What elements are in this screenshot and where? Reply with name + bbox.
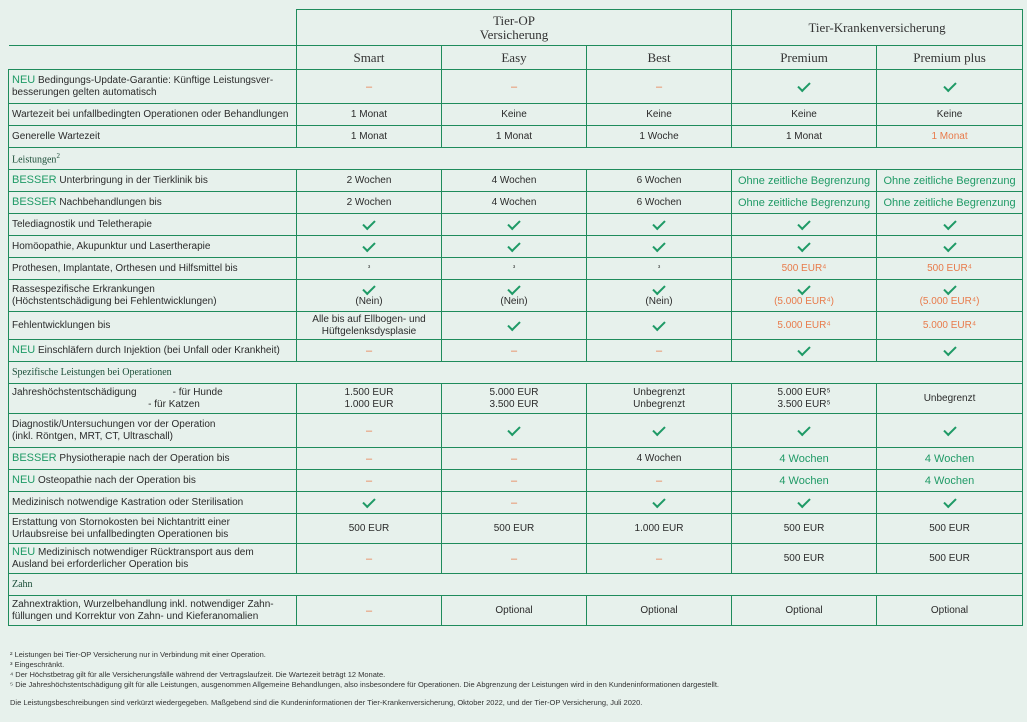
value-cell <box>877 170 1023 192</box>
cell-value: Ohne zeitliche Begrenzung <box>737 174 871 187</box>
table-row <box>9 70 1023 104</box>
row-label-text: Fehlentwicklungen bis <box>12 319 111 331</box>
cell-value: (Nein) <box>500 295 528 307</box>
cell-value: 5.000 EUR⁴ <box>777 319 831 331</box>
section-title: Zahn <box>12 578 33 590</box>
row-tag: NEU <box>12 74 36 86</box>
value-cell <box>877 492 1023 514</box>
cell-value: – <box>365 604 373 617</box>
value-cell <box>877 596 1023 626</box>
disclaimer: Die Leistungsbeschreibungen sind verkürzt wiedergegeben. Maßgebend sind die Kundeninformationen der Tier-Krankenversicherung, Oktober 2022, und der Tier-OP Versicherung, Juli 2020. <box>10 698 643 707</box>
value-cell <box>587 492 732 514</box>
value-cell <box>587 258 732 280</box>
table-row <box>9 414 1023 448</box>
row-label <box>9 104 297 126</box>
cell-value: 4 Wochen <box>491 196 537 208</box>
cell-value: – <box>510 344 518 357</box>
value-cell <box>442 214 587 236</box>
cell-value: 500 EUR <box>929 552 970 564</box>
cell-value: – <box>510 552 518 565</box>
value-cell <box>877 470 1023 492</box>
cell-value: 1.000 EUR <box>634 522 684 534</box>
value-cell <box>442 104 587 126</box>
value-cell <box>732 384 877 414</box>
value-cell <box>442 544 587 574</box>
section-row <box>9 362 1023 384</box>
value-cell <box>732 340 877 362</box>
cell-value: – <box>365 552 373 565</box>
cell-value: 500 EUR <box>929 522 970 534</box>
table-row <box>9 340 1023 362</box>
value-cell <box>442 596 587 626</box>
row-label-text: Wartezeit bei unfallbedingten Operationen oder Behandlungen <box>12 108 289 120</box>
plan-header-premium: Premium <box>732 46 877 70</box>
check-icon <box>652 317 665 330</box>
value-cell <box>877 192 1023 214</box>
row-tag: NEU <box>12 474 36 486</box>
value-cell <box>587 312 732 340</box>
row-label <box>9 414 297 448</box>
value-cell <box>587 414 732 448</box>
table-row <box>9 126 1023 148</box>
value-cell <box>297 70 442 104</box>
value-cell <box>877 312 1023 340</box>
row-label-text: Zahnextraktion, Wurzelbehandlung inkl. notwendiger Zahn- füllungen und Korrektur von Zahn- und Kieferanomalien <box>12 598 274 622</box>
value-cell <box>732 414 877 448</box>
value-cell <box>442 70 587 104</box>
row-tag: BESSER <box>12 452 57 464</box>
value-cell <box>732 170 877 192</box>
row-label <box>9 448 297 470</box>
value-cell <box>442 470 587 492</box>
value-cell <box>732 448 877 470</box>
cell-value: 1 Monat <box>495 130 533 142</box>
value-cell <box>442 514 587 544</box>
value-cell <box>877 236 1023 258</box>
value-cell <box>442 170 587 192</box>
check-icon <box>652 238 665 251</box>
value-cell <box>587 470 732 492</box>
cell-value: 1 Woche <box>639 130 679 142</box>
section-heading <box>9 362 1023 384</box>
check-icon <box>943 78 956 91</box>
value-cell <box>732 104 877 126</box>
footnote: ⁵ Die Jahreshöchstentschädigung gilt für alle Leistungen, ausgenommen Allgemeine Behandlungen, also insbesondere für Operationen. Die Abgrenzung der Leistungen wird in den Kundeninformationen dargestellt. <box>10 680 719 689</box>
check-icon <box>943 422 956 435</box>
row-label <box>9 170 297 192</box>
cell-value: ³ <box>657 264 661 272</box>
cell-value: 5.000 EUR⁵ 3.500 EUR⁵ <box>777 386 831 410</box>
section-title: Leistungen <box>12 154 57 166</box>
value-cell <box>297 236 442 258</box>
row-label-text: Homöopathie, Akupunktur und Lasertherapie <box>12 240 211 252</box>
check-icon <box>943 281 956 294</box>
value-cell <box>732 470 877 492</box>
value-cell <box>297 170 442 192</box>
plan-header-best: Best <box>587 46 732 70</box>
cell-value: 2 Wochen <box>346 174 392 186</box>
check-icon <box>362 494 375 507</box>
value-cell <box>877 448 1023 470</box>
value-cell <box>442 340 587 362</box>
check-icon <box>943 342 956 355</box>
row-label <box>9 312 297 340</box>
check-icon <box>652 216 665 229</box>
row-tag: NEU <box>12 546 36 558</box>
row-label <box>9 280 297 312</box>
section-heading <box>9 148 1023 170</box>
row-label <box>9 492 297 514</box>
cell-value: 500 EUR <box>348 522 390 534</box>
cell-value: – <box>510 452 518 465</box>
table-row <box>9 544 1023 574</box>
cell-value: – <box>365 424 373 437</box>
header-empty-cell <box>9 10 297 46</box>
plan-header-smart: Smart <box>297 46 442 70</box>
value-cell <box>732 126 877 148</box>
value-cell <box>587 514 732 544</box>
row-tag: NEU <box>12 344 36 356</box>
value-cell <box>442 126 587 148</box>
check-icon <box>797 78 810 91</box>
cell-value: – <box>365 344 373 357</box>
value-cell <box>297 258 442 280</box>
row-label <box>9 258 297 280</box>
value-cell <box>442 236 587 258</box>
value-cell <box>297 414 442 448</box>
table-body <box>9 70 1023 626</box>
value-cell <box>297 544 442 574</box>
value-cell <box>587 544 732 574</box>
value-cell <box>877 414 1023 448</box>
cell-value: Optional <box>930 604 969 616</box>
row-label-text: Diagnostik/Untersuchungen vor der Operation (inkl. Röntgen, MRT, CT, Ultraschall) <box>12 418 216 442</box>
value-cell <box>442 384 587 414</box>
value-cell <box>732 514 877 544</box>
value-cell <box>442 492 587 514</box>
value-cell <box>877 340 1023 362</box>
value-cell <box>442 280 587 312</box>
row-label-text: Jahreshöchstentschädigung - für Hunde - für Katzen <box>12 386 223 410</box>
check-icon <box>507 317 520 330</box>
row-label <box>9 340 297 362</box>
row-label <box>9 214 297 236</box>
plan-header-easy: Easy <box>442 46 587 70</box>
row-tag: BESSER <box>12 174 57 186</box>
value-cell <box>877 280 1023 312</box>
cell-value: 6 Wochen <box>636 174 682 186</box>
value-cell <box>732 544 877 574</box>
check-icon <box>507 238 520 251</box>
cell-value: (5.000 EUR⁴) <box>774 295 834 307</box>
value-cell <box>297 448 442 470</box>
row-label <box>9 470 297 492</box>
cell-value: 500 EUR <box>783 552 825 564</box>
check-icon <box>943 494 956 507</box>
check-icon <box>507 281 520 294</box>
value-cell <box>297 126 442 148</box>
value-cell <box>732 596 877 626</box>
value-cell <box>587 104 732 126</box>
check-icon <box>797 422 810 435</box>
cell-value: – <box>510 474 518 487</box>
table-row <box>9 312 1023 340</box>
value-cell <box>732 192 877 214</box>
cell-value: – <box>365 474 373 487</box>
value-cell <box>732 236 877 258</box>
value-cell <box>587 70 732 104</box>
cell-value: – <box>510 80 518 93</box>
cell-value: 500 EUR <box>493 522 535 534</box>
value-cell <box>297 384 442 414</box>
value-cell <box>877 544 1023 574</box>
check-icon <box>797 238 810 251</box>
cell-value: – <box>655 80 663 93</box>
cell-value: 5.000 EUR 3.500 EUR <box>489 386 539 410</box>
cell-value: 4 Wochen <box>924 474 975 487</box>
value-cell <box>442 414 587 448</box>
table-row <box>9 384 1023 414</box>
row-label-text: Medizinisch notwendige Kastration oder Sterilisation <box>12 496 244 508</box>
footnote-marker: 2 <box>56 152 60 161</box>
value-cell <box>732 70 877 104</box>
value-cell <box>877 104 1023 126</box>
value-cell <box>732 214 877 236</box>
value-cell <box>297 492 442 514</box>
value-cell <box>297 192 442 214</box>
check-icon <box>652 281 665 294</box>
cell-value: 1 Monat <box>350 130 388 142</box>
row-tag: BESSER <box>12 196 57 208</box>
row-label-text: Erstattung von Stornokosten bei Nichtantritt einer Urlaubsreise bei unfallbedingten Operationen bis <box>12 516 230 540</box>
value-cell <box>877 514 1023 544</box>
check-icon <box>507 216 520 229</box>
table-row <box>9 236 1023 258</box>
row-label-text: Telediagnostik und Teletherapie <box>12 218 152 230</box>
cell-value: 500 EUR <box>783 522 825 534</box>
table-row <box>9 514 1023 544</box>
footnote: ³ Eingeschränkt. <box>10 660 65 669</box>
header-empty-cell <box>9 46 297 70</box>
check-icon <box>797 342 810 355</box>
cell-value: 1 Monat <box>350 108 388 120</box>
value-cell <box>587 192 732 214</box>
table-row <box>9 258 1023 280</box>
value-cell <box>877 214 1023 236</box>
value-cell <box>587 448 732 470</box>
value-cell <box>442 258 587 280</box>
check-icon <box>943 216 956 229</box>
check-icon <box>362 281 375 294</box>
cell-value: Optional <box>640 604 678 616</box>
table-row <box>9 448 1023 470</box>
section-heading <box>9 574 1023 596</box>
cell-value: Keine <box>501 108 527 120</box>
cell-value: (Nein) <box>355 295 383 307</box>
footnote: ⁴ Der Höchstbetrag gilt für alle Versicherungsfälle während der Vertragslaufzeit. Die Wartezeit beträgt 12 Monate. <box>10 670 386 679</box>
cell-value: ³ <box>367 264 371 272</box>
row-label <box>9 70 297 104</box>
row-label-text: Medizinisch notwendiger Rücktransport aus dem Ausland bei erforderlicher Operation bis <box>12 547 254 570</box>
row-label <box>9 126 297 148</box>
row-label-text: Nachbehandlungen bis <box>59 197 162 208</box>
value-cell <box>297 280 442 312</box>
row-label <box>9 192 297 214</box>
value-cell <box>587 596 732 626</box>
row-label-text: Rassespezifische Erkrankungen (Höchstentschädigung bei Fehlentwicklungen) <box>12 283 217 307</box>
row-label-text: Osteopathie nach der Operation bis <box>38 475 196 486</box>
cell-value: 2 Wochen <box>346 196 392 208</box>
value-cell <box>877 384 1023 414</box>
value-cell <box>297 514 442 544</box>
check-icon <box>797 281 810 294</box>
row-label <box>9 544 297 574</box>
check-icon <box>943 238 956 251</box>
row-label <box>9 514 297 544</box>
row-label-text: Einschläfern durch Injektion (bei Unfall oder Krankheit) <box>38 345 280 356</box>
table-row <box>9 470 1023 492</box>
row-label-text: Bedingungs-Update-Garantie: Künftige Leistungsver- besserungen gelten automatisch <box>12 75 274 98</box>
value-cell <box>297 214 442 236</box>
cell-value: Optional <box>785 604 823 616</box>
value-cell <box>877 258 1023 280</box>
value-cell <box>732 258 877 280</box>
value-cell <box>297 104 442 126</box>
value-cell <box>587 340 732 362</box>
value-cell <box>297 340 442 362</box>
row-label <box>9 236 297 258</box>
cell-value: 1 Monat <box>931 130 968 142</box>
value-cell <box>877 126 1023 148</box>
value-cell <box>442 312 587 340</box>
cell-value: Unbegrenzt Unbegrenzt <box>633 386 685 410</box>
table-row <box>9 280 1023 312</box>
cell-value: Ohne zeitliche Begrenzung <box>737 196 871 209</box>
value-cell <box>442 192 587 214</box>
value-cell <box>587 280 732 312</box>
section-row <box>9 574 1023 596</box>
group-header-kv: Tier-Krankenversicherung <box>732 10 1023 46</box>
table-row <box>9 104 1023 126</box>
check-icon <box>507 422 520 435</box>
row-label-text: Prothesen, Implantate, Orthesen und Hilfsmittel bis <box>12 262 238 274</box>
cell-value: 1.500 EUR 1.000 EUR <box>344 386 394 410</box>
table-row <box>9 492 1023 514</box>
cell-value: 4 Wochen <box>636 452 682 464</box>
check-icon <box>797 494 810 507</box>
cell-value: Ohne zeitliche Begrenzung <box>883 196 1016 209</box>
cell-value: 6 Wochen <box>636 196 682 208</box>
cell-value: 4 Wochen <box>924 452 975 465</box>
table-row <box>9 170 1023 192</box>
value-cell <box>297 470 442 492</box>
cell-value: (Nein) <box>645 295 673 307</box>
cell-value: – <box>655 552 663 565</box>
cell-value: – <box>365 80 373 93</box>
value-cell <box>297 596 442 626</box>
cell-value: Keine <box>791 108 817 120</box>
value-cell <box>587 126 732 148</box>
footnotes <box>10 650 719 708</box>
comparison-table <box>8 9 1023 626</box>
cell-value: (5.000 EUR⁴) <box>919 295 980 307</box>
row-label <box>9 384 297 414</box>
value-cell <box>587 170 732 192</box>
cell-value: 4 Wochen <box>779 452 829 465</box>
cell-value: 500 EUR⁴ <box>781 262 827 274</box>
plan-header-premium-plus: Premium plus <box>877 46 1023 70</box>
value-cell <box>587 214 732 236</box>
check-icon <box>652 494 665 507</box>
check-icon <box>652 422 665 435</box>
cell-value: 4 Wochen <box>491 174 537 186</box>
section-title: Spezifische Leistungen bei Operationen <box>12 366 172 378</box>
check-icon <box>362 238 375 251</box>
cell-value: 500 EUR⁴ <box>927 262 972 274</box>
table-row <box>9 214 1023 236</box>
check-icon <box>797 216 810 229</box>
section-row <box>9 148 1023 170</box>
value-cell <box>877 70 1023 104</box>
group-header-op: Tier-OP Versicherung <box>297 10 732 46</box>
value-cell <box>297 312 442 340</box>
value-cell <box>587 384 732 414</box>
value-cell <box>442 448 587 470</box>
table-row <box>9 192 1023 214</box>
value-cell <box>732 312 877 340</box>
value-cell <box>587 236 732 258</box>
cell-value: – <box>365 452 373 465</box>
row-label-text: Physiotherapie nach der Operation bis <box>59 453 230 464</box>
cell-value: Alle bis auf Ellbogen- und Hüftgelenksdysplasie <box>312 313 426 337</box>
cell-value: Ohne zeitliche Begrenzung <box>883 174 1016 187</box>
value-cell <box>732 280 877 312</box>
row-label <box>9 596 297 626</box>
cell-value: Optional <box>495 604 533 616</box>
cell-value: 1 Monat <box>785 130 823 142</box>
cell-value: Keine <box>936 108 963 120</box>
cell-value: ³ <box>512 264 516 272</box>
table-row <box>9 596 1023 626</box>
cell-value: 4 Wochen <box>779 474 829 487</box>
row-label-text: Unterbringung in der Tierklinik bis <box>59 175 208 186</box>
row-label-text: Generelle Wartezeit <box>12 130 100 142</box>
cell-value: – <box>510 496 518 509</box>
value-cell <box>732 492 877 514</box>
cell-value: 5.000 EUR⁴ <box>922 319 977 331</box>
check-icon <box>362 216 375 229</box>
cell-value: – <box>655 344 663 357</box>
footnote: ² Leistungen bei Tier-OP Versicherung nur in Verbindung mit einer Operation. <box>10 650 266 659</box>
cell-value: Unbegrenzt <box>923 392 976 404</box>
cell-value: – <box>655 474 663 487</box>
cell-value: Keine <box>646 108 672 120</box>
